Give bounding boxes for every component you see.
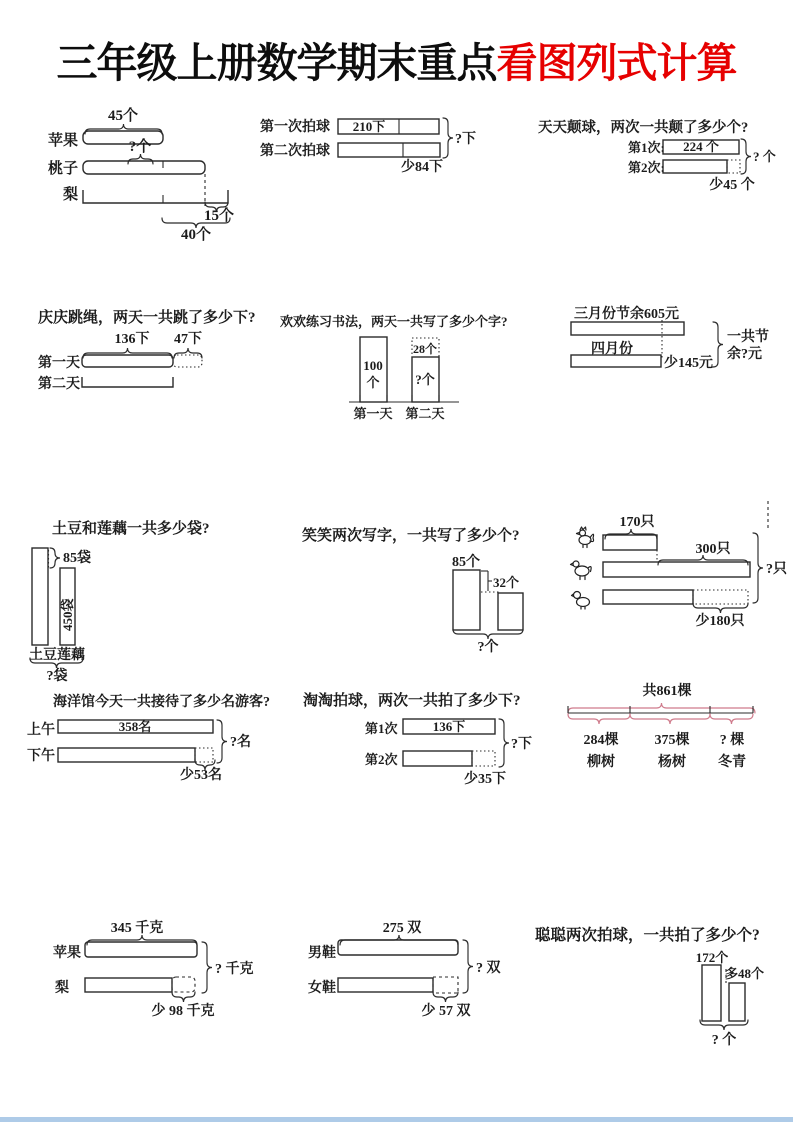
problem-ropeskip: [25, 300, 273, 400]
apple-label: 苹果: [48, 133, 79, 149]
ball-210-diagram: [256, 112, 491, 192]
bar1-value: 172个: [695, 950, 729, 965]
seg2-value: 375棵: [654, 733, 690, 748]
poultry-diagram: [556, 498, 793, 638]
row1-brace: [87, 935, 197, 945]
diff-value: 少180只: [695, 614, 745, 629]
value2: 47下: [174, 332, 202, 347]
row2-label: 梨: [55, 981, 69, 996]
xlabel-lotus: 莲藕: [57, 648, 85, 663]
total-brace: [463, 940, 473, 993]
question: 土豆和莲藕一共多少袋?: [52, 521, 210, 537]
seg2-label: 杨树: [658, 755, 686, 770]
march-label: 三月份节余605元: [574, 307, 679, 322]
total-brace: [741, 139, 751, 174]
april-label: 四月份: [591, 342, 633, 357]
ropeskip-diagram: [25, 300, 273, 400]
row1-label: 上午: [27, 723, 55, 738]
rooster-icon: [577, 527, 594, 548]
peach-brace: [128, 154, 153, 164]
day1-bar: [82, 355, 173, 367]
row1-bar: [85, 942, 197, 957]
chick-icon: [572, 592, 590, 610]
problem-writing: [292, 498, 537, 656]
problem-juggle: [532, 108, 790, 203]
peach-bar: [83, 161, 205, 174]
diff-value: 少53名: [180, 768, 222, 783]
seg2-brace: [630, 714, 710, 724]
bottom-value: 40个: [180, 227, 212, 243]
question: 笑笑两次写字，一共写了多少个?: [302, 528, 520, 544]
seg3-brace: [710, 714, 753, 724]
total-brace: [713, 322, 723, 367]
seg1-label: 柳树: [587, 755, 615, 770]
bar2: [498, 593, 523, 630]
taotao-diagram: [300, 681, 542, 791]
total-value: ? 双: [476, 961, 501, 976]
row2-bar: [338, 978, 433, 992]
hen-icon: [571, 561, 592, 580]
first-label: 第一次拍球: [260, 120, 330, 135]
total-brace: [202, 942, 212, 993]
potato-bar: [32, 548, 48, 645]
diff-value: 少35下: [464, 772, 506, 787]
diff-brace: [50, 548, 60, 568]
diff-value: 少145元: [664, 356, 713, 371]
page-title-red: 看图列式计算: [496, 40, 737, 86]
bar1: [702, 965, 721, 1021]
problem-potato-lotus: [25, 498, 265, 688]
bar1: [453, 570, 480, 630]
fruits-diagram: [25, 103, 250, 243]
row1-value: 358名: [118, 719, 152, 734]
second-label: 第2次:: [628, 160, 665, 175]
total-line2: 余?元: [727, 347, 762, 362]
diff-value: 少 57 双: [421, 1004, 471, 1019]
fruit-weight-diagram: [25, 903, 277, 1031]
total-brace: [217, 720, 227, 763]
question: 庆庆跳绳，两天一共跳了多少下?: [38, 310, 256, 326]
first-value: 210下: [352, 119, 386, 134]
problem-fruit-weight: [25, 903, 277, 1031]
axis: [349, 395, 459, 402]
total-brace: [568, 703, 755, 713]
diff-bracket: [481, 571, 492, 591]
trees-diagram: [550, 672, 793, 780]
row2-dashed-extension: [433, 977, 458, 993]
value2-brace: [174, 348, 202, 358]
potato-lotus-diagram: [25, 498, 265, 688]
row1-bar: [338, 940, 458, 955]
day2-bar: [82, 377, 173, 387]
row2-brace: [658, 555, 748, 565]
juggle-diagram: [532, 108, 790, 203]
row1-value: 170只: [619, 515, 655, 530]
total-value: ? 千克: [215, 962, 254, 977]
page-title: [0, 30, 793, 89]
day1-value-unit: 个: [366, 375, 380, 390]
bar1-value: 85个: [452, 555, 480, 570]
day2-label: 第二天: [38, 377, 80, 392]
problem-ball-210: [256, 112, 491, 192]
extra-value: 28个: [412, 342, 438, 356]
total-value: ?个: [477, 640, 499, 655]
writing-diagram: [292, 498, 537, 656]
problem-trees: [550, 672, 793, 780]
problem-savings: [556, 300, 793, 388]
apple-brace: [85, 124, 162, 134]
problem-calligraphy: [272, 300, 522, 422]
first-label: 第1次:: [628, 140, 665, 155]
aquarium-diagram: [25, 681, 283, 791]
row2-bar: [58, 748, 195, 762]
xlabel-day1: 第一天: [353, 406, 393, 421]
row2-label: 下午: [27, 749, 55, 764]
row2-dashed-extension: [172, 977, 195, 992]
total-brace: [753, 533, 763, 603]
calligraphy-diagram: [272, 300, 522, 422]
second-label: 第二次拍球: [260, 144, 330, 159]
problem-fruits: [25, 103, 250, 243]
row1-bar: [603, 535, 657, 550]
problem-taotao: [300, 681, 542, 791]
total-value: ?只: [766, 562, 787, 577]
pear-bar: [83, 190, 228, 203]
row1-value: 136下: [432, 719, 466, 734]
total-line1: 一共节: [727, 330, 769, 345]
peach-label: 桃子: [48, 161, 79, 177]
row3-dashed-extension: [693, 590, 748, 604]
march-bar: [571, 322, 684, 335]
question: 天天颠球，两次一共颠了多少个?: [538, 120, 749, 136]
lotus-value: 450袋: [60, 598, 75, 631]
peach-value: ?个: [128, 139, 152, 155]
problem-congcong: [528, 912, 790, 1052]
question: 欢欢练习书法，两天一共写了多少个字?: [280, 314, 508, 329]
problem-poultry: [556, 498, 793, 638]
day1-dashed-extension: [173, 355, 202, 367]
row2-label: 第2次: [365, 752, 398, 767]
row1-label: 苹果: [53, 946, 81, 961]
diff-value: 少 98 千克: [151, 1004, 215, 1019]
row1-label: 男鞋: [308, 946, 336, 961]
diff-value: 少45 个: [709, 178, 755, 193]
row2-value: 300只: [695, 542, 731, 557]
diff-value: 32个: [493, 575, 520, 590]
total-brace: [499, 719, 509, 767]
row1-label: 第1次: [365, 721, 398, 736]
value1: 136下: [114, 332, 150, 347]
total-value: 共861棵: [642, 684, 692, 699]
row1-value: 275 双: [382, 921, 422, 936]
pear-label: 梨: [63, 187, 79, 203]
question: 聪聪两次拍球，一共拍了多少个?: [535, 927, 760, 944]
row2-dashed-extension: [472, 751, 495, 766]
total-value: ?下: [455, 132, 476, 147]
diff-value: 多48个: [725, 966, 765, 981]
seg1-brace: [568, 714, 630, 724]
total-value: ? 个: [753, 149, 776, 164]
row3-bar: [603, 590, 693, 604]
diff-value: 15个: [203, 208, 235, 224]
row1-value: 345 千克: [110, 921, 164, 936]
xlabel-day2: 第二天: [405, 406, 445, 421]
apple-value: 45个: [107, 108, 139, 124]
seg1-value: 284棵: [583, 733, 619, 748]
savings-diagram: [556, 300, 793, 388]
day1-label: 第一天: [38, 356, 80, 371]
diff-value: 85袋: [63, 551, 91, 566]
page-title-black: 三年级上册数学期末重点: [56, 40, 497, 86]
total-brace: [443, 118, 453, 158]
seg3-value: ? 棵: [719, 733, 745, 748]
day2-value: ?个: [415, 372, 435, 387]
second-bar: [338, 143, 440, 157]
total-value: ? 个: [711, 1033, 737, 1048]
value1-brace: [83, 348, 172, 358]
row2-bar: [85, 978, 172, 992]
total-value: ?下: [511, 737, 532, 752]
row2-bar: [403, 751, 472, 766]
bar2: [729, 983, 745, 1021]
total-value: ?名: [230, 735, 251, 750]
total-value: ?袋: [46, 669, 68, 684]
row1-brace: [605, 529, 657, 539]
day1-value-num: 100: [363, 358, 383, 373]
question: 淘淘拍球，两次一共拍了多少下?: [303, 693, 521, 709]
diff-brace: [172, 992, 195, 1002]
xlabel-potato: 土豆: [29, 648, 57, 663]
page-bottom-edge: [0, 1117, 793, 1122]
question: 海洋馆今天一共接待了多少名游客?: [53, 695, 270, 710]
seg3-label: 冬青: [718, 755, 746, 770]
second-bar-dashed-extension: [727, 160, 740, 173]
row2-bar: [603, 562, 750, 577]
congcong-diagram: [528, 912, 790, 1052]
first-value: 224 个: [683, 139, 719, 154]
diff-value: 少84下: [401, 160, 443, 175]
row2-dashed-extension: [195, 748, 213, 762]
row2-label: 女鞋: [308, 981, 336, 996]
problem-aquarium: [25, 681, 283, 791]
shoes-diagram: [298, 903, 545, 1031]
problem-shoes: [298, 903, 545, 1031]
second-bar: [663, 160, 727, 173]
